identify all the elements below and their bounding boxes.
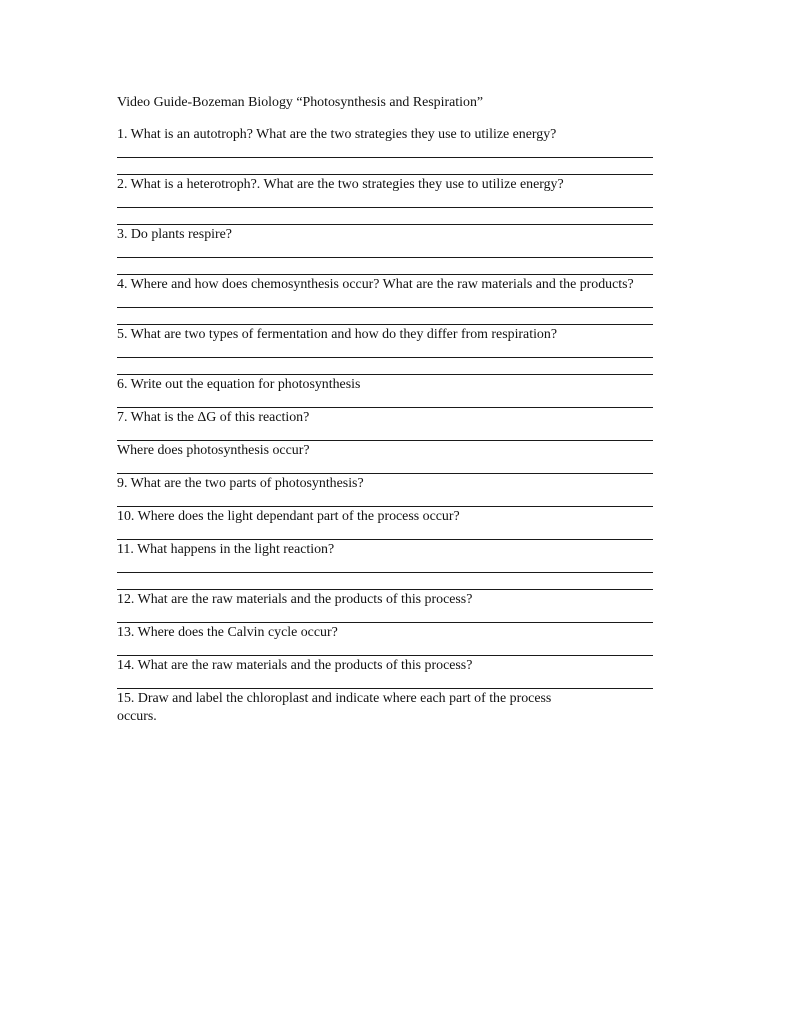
answer-line[interactable] (117, 144, 653, 158)
question-7 (117, 408, 653, 441)
answer-line[interactable] (117, 573, 653, 590)
question-11 (117, 540, 653, 590)
question-text: 5. What are two types of fermentation and how do they differ from respiration? (117, 327, 557, 342)
question-text: 14. What are the raw materials and the products of this process? (117, 658, 473, 673)
answer-line[interactable] (117, 675, 653, 689)
answer-line[interactable] (117, 427, 653, 441)
answer-line[interactable] (117, 258, 653, 275)
answer-line[interactable] (117, 208, 653, 225)
answer-line[interactable] (117, 642, 653, 656)
answer-line[interactable] (117, 493, 653, 507)
worksheet-content (117, 95, 653, 726)
question-12 (117, 590, 653, 623)
answer-line[interactable] (117, 394, 653, 408)
question-text: 13. Where does the Calvin cycle occur? (117, 625, 338, 640)
question-text: 2. What is a heterotroph?. What are the two strategies they use to utilize energy? (117, 177, 564, 192)
question-text: 15. Draw and label the chloroplast and indicate where each part of the process occurs. (117, 691, 552, 724)
question-14 (117, 656, 653, 689)
question-6 (117, 375, 653, 408)
answer-line[interactable] (117, 559, 653, 573)
question-1 (117, 125, 653, 175)
question-9 (117, 474, 653, 507)
question-13 (117, 623, 653, 656)
question-text: 10. Where does the light dependant part of the process occur? (117, 509, 460, 524)
question-text: 4. Where and how does chemosynthesis occur? What are the raw materials and the products? (117, 277, 634, 292)
worksheet-title: Video Guide-Bozeman Biology “Photosynthesis and Respiration” (117, 95, 484, 110)
answer-line[interactable] (117, 244, 653, 258)
question-text: 1. What is an autotroph? What are the two strategies they use to utilize energy? (117, 127, 557, 142)
question-10 (117, 507, 653, 540)
question-15 (117, 689, 653, 726)
question-4 (117, 275, 653, 325)
question-text: 9. What are the two parts of photosynthesis? (117, 476, 364, 491)
answer-line[interactable] (117, 609, 653, 623)
question-text: 6. Write out the equation for photosynthesis (117, 377, 361, 392)
answer-line[interactable] (117, 194, 653, 208)
question-8 (117, 441, 653, 474)
question-text: 11. What happens in the light reaction? (117, 542, 335, 557)
answer-line[interactable] (117, 308, 653, 325)
answer-line[interactable] (117, 158, 653, 175)
question-5 (117, 325, 653, 375)
answer-line[interactable] (117, 294, 653, 308)
question-2 (117, 175, 653, 225)
question-text: 3. Do plants respire? (117, 227, 232, 242)
question-text: 7. What is the ΔG of this reaction? (117, 410, 310, 425)
answer-line[interactable] (117, 460, 653, 474)
question-3 (117, 225, 653, 275)
answer-line[interactable] (117, 526, 653, 540)
question-text: 12. What are the raw materials and the products of this process? (117, 592, 473, 607)
answer-line[interactable] (117, 358, 653, 375)
question-text: Where does photosynthesis occur? (117, 443, 310, 458)
answer-line[interactable] (117, 344, 653, 358)
